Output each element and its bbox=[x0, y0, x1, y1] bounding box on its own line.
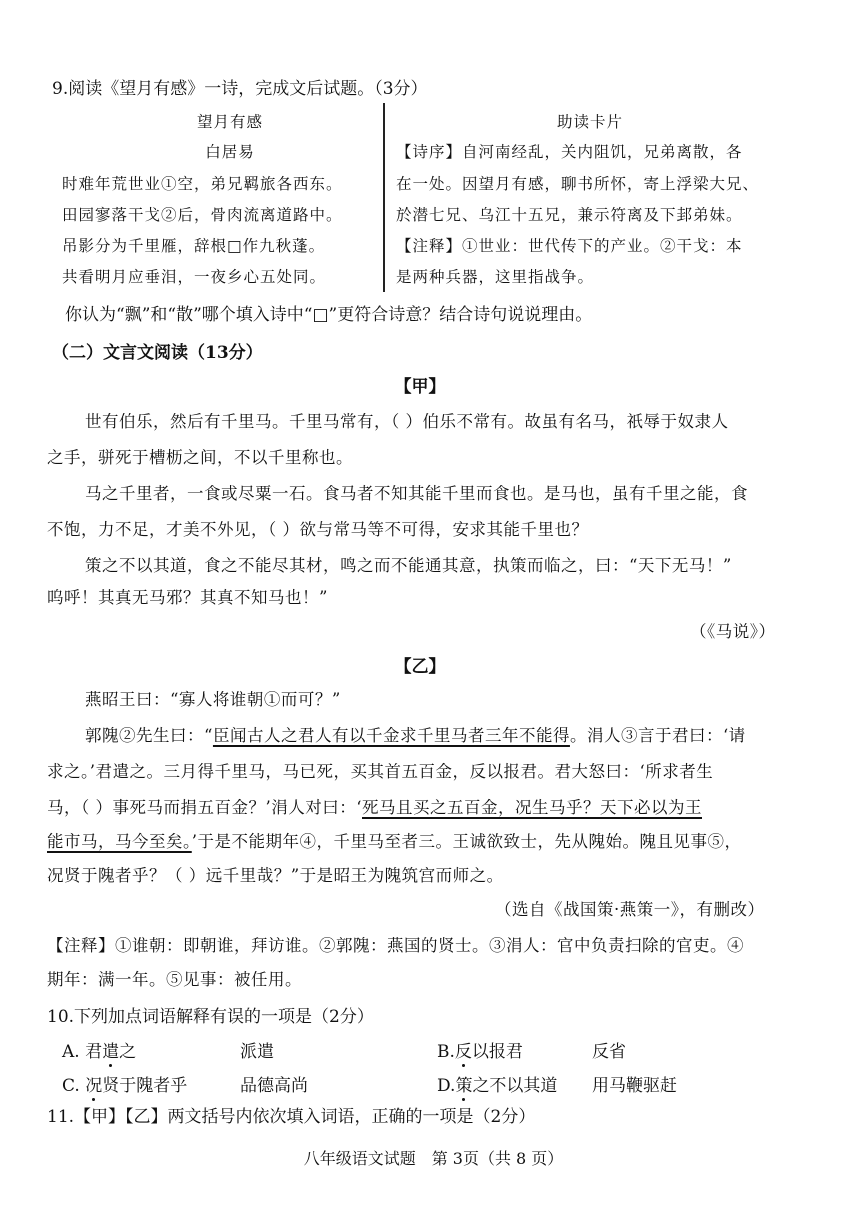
yi-line-4: 马，（ ）事死马而捐五百金？’涓人对曰：‘死马且买之五百金，况生马乎？天下必以为王 bbox=[47, 798, 702, 817]
card-line-4: 【注释】①世业：世代传下的产业。②干戈：本 bbox=[396, 237, 743, 255]
q10-option-c-meaning: 品德高尚 bbox=[240, 1076, 308, 1096]
yi-notes-1: 【注释】①谁朝：即朝谁，拜访谁。②郭隗：燕国的贤士。③涓人：官中负责扫除的官吏。④ bbox=[47, 936, 744, 955]
yi-line-3: 求之。’君遣之。三月得千里马，马已死，买其首五百金，反以报君。君大怒曰：‘所求者生 bbox=[47, 762, 714, 781]
jia-label: 【甲】 bbox=[394, 377, 446, 397]
card-title: 助读卡片 bbox=[556, 113, 623, 131]
poem-author: 白居易 bbox=[205, 143, 255, 161]
poem-title: 望月有感 bbox=[196, 113, 263, 131]
q10-option-b-meaning: 反省 bbox=[592, 1042, 626, 1062]
jia-line-6: 呜呼！其真无马邪？其真不知马也！” bbox=[47, 588, 328, 607]
yi-line-5: 能市马，马今至矣。’于是不能期年④，千里马至者三。王诚欲致士，先从隗始。隗且见事⑤， bbox=[47, 832, 742, 851]
underlined-sentence-2b: 能市马，马今至矣。 bbox=[47, 832, 192, 851]
underlined-sentence-2a: 死马且买之五百金，况生马乎？天下必以为王 bbox=[362, 798, 702, 817]
section-title: （二）文言文阅读（13分） bbox=[52, 343, 263, 363]
yi-line-6: 况贤于隗者乎？（ ）远千里哉？”于是昭王为隗筑宫而师之。 bbox=[47, 866, 504, 885]
poem-line-3: 吊影分为千里雁，辞根□作九秋蓬。 bbox=[62, 237, 326, 255]
q10-option-d-meaning: 用马鞭驱赶 bbox=[592, 1076, 677, 1096]
poem-line-1: 时难年荒世业①空，弟兄羁旅各西东。 bbox=[62, 175, 343, 193]
card-line-5: 是两种兵器，这里指战争。 bbox=[396, 268, 595, 286]
q11-stem: 11.【甲】【乙】两文括号内依次填入词语，正确的一项是（2分） bbox=[47, 1107, 536, 1127]
q10-option-c: C. 况贤于隗者乎 bbox=[62, 1076, 188, 1096]
yi-source: （选自《战国策·燕策一》，有删改） bbox=[495, 900, 765, 919]
jia-line-3: 马之千里者，一食或尽粟一石。食马者不知其能千里而食也。是马也，虽有千里之能，食 bbox=[85, 484, 748, 503]
jia-line-2: 之手，骈死于槽枥之间，不以千里称也。 bbox=[47, 448, 353, 467]
column-divider bbox=[383, 103, 385, 292]
q10-option-a-meaning: 派遣 bbox=[240, 1042, 274, 1062]
jia-line-1: 世有伯乐，然后有千里马。千里马常有，（ ）伯乐不常有。故虽有名马，祇辱于奴隶人 bbox=[85, 412, 729, 431]
jia-line-5: 策之不以其道，食之不能尽其材，鸣之而不能通其意，执策而临之，曰：“天下无马！” bbox=[85, 556, 732, 575]
q9-stem: 9.阅读《望月有感》一诗，完成文后试题。（3分） bbox=[52, 79, 428, 99]
card-line-3: 於潜七兄、乌江十五兄，兼示符离及下邽弟妹。 bbox=[396, 206, 743, 224]
q9-question: 你认为“飘”和“散”哪个填入诗中“□”更符合诗意？结合诗句说说理由。 bbox=[65, 305, 593, 325]
yi-line-2: 郭隗②先生曰：“臣闻古人之君人有以千金求千里马者三年不能得。涓人③言于君曰：‘请 bbox=[85, 726, 746, 745]
jia-line-4: 不饱，力不足，才美不外见，（ ）欲与常马等不可得，安求其能千里也？ bbox=[47, 520, 589, 539]
yi-notes-2: 期年：满一年。⑤见事：被任用。 bbox=[47, 970, 302, 989]
q10-stem: 10.下列加点词语解释有误的一项是（2分） bbox=[47, 1007, 374, 1027]
page-footer: 八年级语文试题 第 3页（共 8 页） bbox=[303, 1149, 564, 1168]
poem-line-2: 田园寥落干戈②后，骨肉流离道路中。 bbox=[62, 206, 343, 224]
yi-label: 【乙】 bbox=[394, 657, 446, 677]
q10-option-d: D.策之不以其道 bbox=[437, 1076, 558, 1096]
card-line-2: 在一处。因望月有感，聊书所怀，寄上浮梁大兄、 bbox=[396, 175, 760, 193]
jia-source: （《马说》） bbox=[690, 622, 776, 641]
q10-option-b: B.反以报君 bbox=[437, 1042, 523, 1062]
yi-line-1: 燕昭王曰：“寡人将谁朝①而可？” bbox=[85, 690, 341, 709]
q10-option-a: A. 君遣之 bbox=[62, 1042, 137, 1062]
poem-line-4: 共看明月应垂泪，一夜乡心五处同。 bbox=[62, 268, 327, 286]
underlined-sentence-1: 臣闻古人之君人有以千金求千里马者三年不能得 bbox=[212, 726, 570, 745]
card-line-1: 【诗序】自河南经乱，关内阻饥，兄弟离散，各 bbox=[396, 143, 743, 161]
